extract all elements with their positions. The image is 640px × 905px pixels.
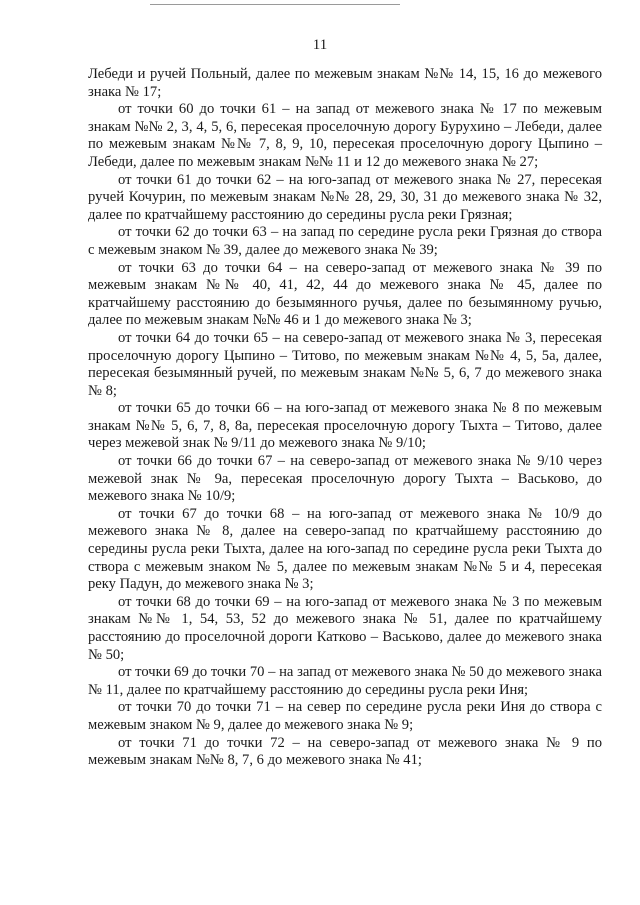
paragraph-segment-64-65: от точки 64 до точки 65 – на северо-запад от межевого знака № 3, пересекая проселочную дорогу Цыпино – Титово, по межевым знакам №№ 4, 5, 5а, далее, пересекая безымянный ручей, по межевым знакам №№ 5, 6, 7 до межевого знака № 8; — [88, 329, 602, 399]
paragraph-segment-68-69: от точки 68 до точки 69 – на юго-запад от межевого знака № 3 по межевым знакам №№ 1, 54, 53, 52 до межевого знака № 51, далее по кратчайшему расстоянию до проселочной дороги Катково – Васьково, далее до межевого знака № 50; — [88, 593, 602, 663]
paragraph-segment-65-66: от точки 65 до точки 66 – на юго-запад от межевого знака № 8 по межевым знакам №№ 5, 6, 7, 8, 8а, пересекая проселочную дорогу Тыхта – Титово, далее через межевой знак № 9/11 до межевого знака № 9/10; — [88, 400, 602, 452]
paragraph-segment-60-61: от точки 60 до точки 61 – на запад от межевого знака № 17 по межевым знакам №№ 2, 3, 4, 5, 6, пересекая проселочную дорогу Бурухино – Лебеди, далее по межевым знакам №№ 7, 8, 9, 10, пересекая проселочную дорогу Цыпино – Лебеди, далее по межевым знакам №№ 11 и 12 до межевого знака № 27; — [88, 101, 602, 170]
page-number: 11 — [312, 37, 328, 53]
paragraph-segment-69-70: от точки 69 до точки 70 – на запад от межевого знака № 50 до межевого знака № 11, далее по кратчайшему расстоянию до середины русла реки Иня; — [88, 664, 602, 698]
document-body — [88, 66, 602, 770]
paragraph-segment-63-64: от точки 63 до точки 64 – на северо-запад от межевого знака № 39 по межевым знакам №№ 40, 41, 42, 44 до межевого знака № 45, далее по кратчайшему расстоянию до безымянного ручья, далее по безымянному ручью, далее по межевым знакам №№ 46 и 1 до межевого знака № 3; — [88, 259, 602, 329]
paragraph-segment-67-68: от точки 67 до точки 68 – на юго-запад от межевого знака № 10/9 до межевого знака № 8, далее на северо-запад по кратчайшему расстоянию до середины русла реки Тыхта, далее на юго-запад по середине русла реки Тыхта до створа с межевым знаком № 5, далее по межевым знакам №№ 5 и 4, пересекая реку Падун, до межевого знака № 3; — [88, 505, 602, 593]
paragraph-continuation: Лебеди и ручей Польный, далее по межевым знакам №№ 14, 15, 16 до межевого знака № 17; — [88, 66, 602, 100]
paragraph-segment-71-72: от точки 71 до точки 72 – на северо-запад от межевого знака № 9 по межевым знакам №№ 8, 7, 6 до межевого знака № 41; — [88, 734, 602, 769]
top-scan-rule — [150, 4, 400, 5]
paragraph-segment-66-67: от точки 66 до точки 67 – на северо-запад от межевого знака № 9/10 через межевой знак № 9а, пересекая проселочную дорогу Тыхта – Васьково, до межевого знака № 10/9; — [88, 453, 602, 505]
paragraph-segment-70-71: от точки 70 до точки 71 – на север по середине русла реки Иня до створа с межевым знаком № 9, далее до межевого знака № 9; — [88, 699, 602, 733]
paragraph-segment-62-63: от точки 62 до точки 63 – на запад по середине русла реки Грязная до створа с межевым знаком № 39, далее до межевого знака № 39; — [88, 224, 602, 258]
paragraph-segment-61-62: от точки 61 до точки 62 – на юго-запад от межевого знака № 27, пересекая ручей Кочурин, по межевым знакам №№ 28, 29, 30, 31 до межевого знака № 32, далее по кратчайшему расстоянию до середины русла реки Грязная; — [88, 171, 602, 223]
